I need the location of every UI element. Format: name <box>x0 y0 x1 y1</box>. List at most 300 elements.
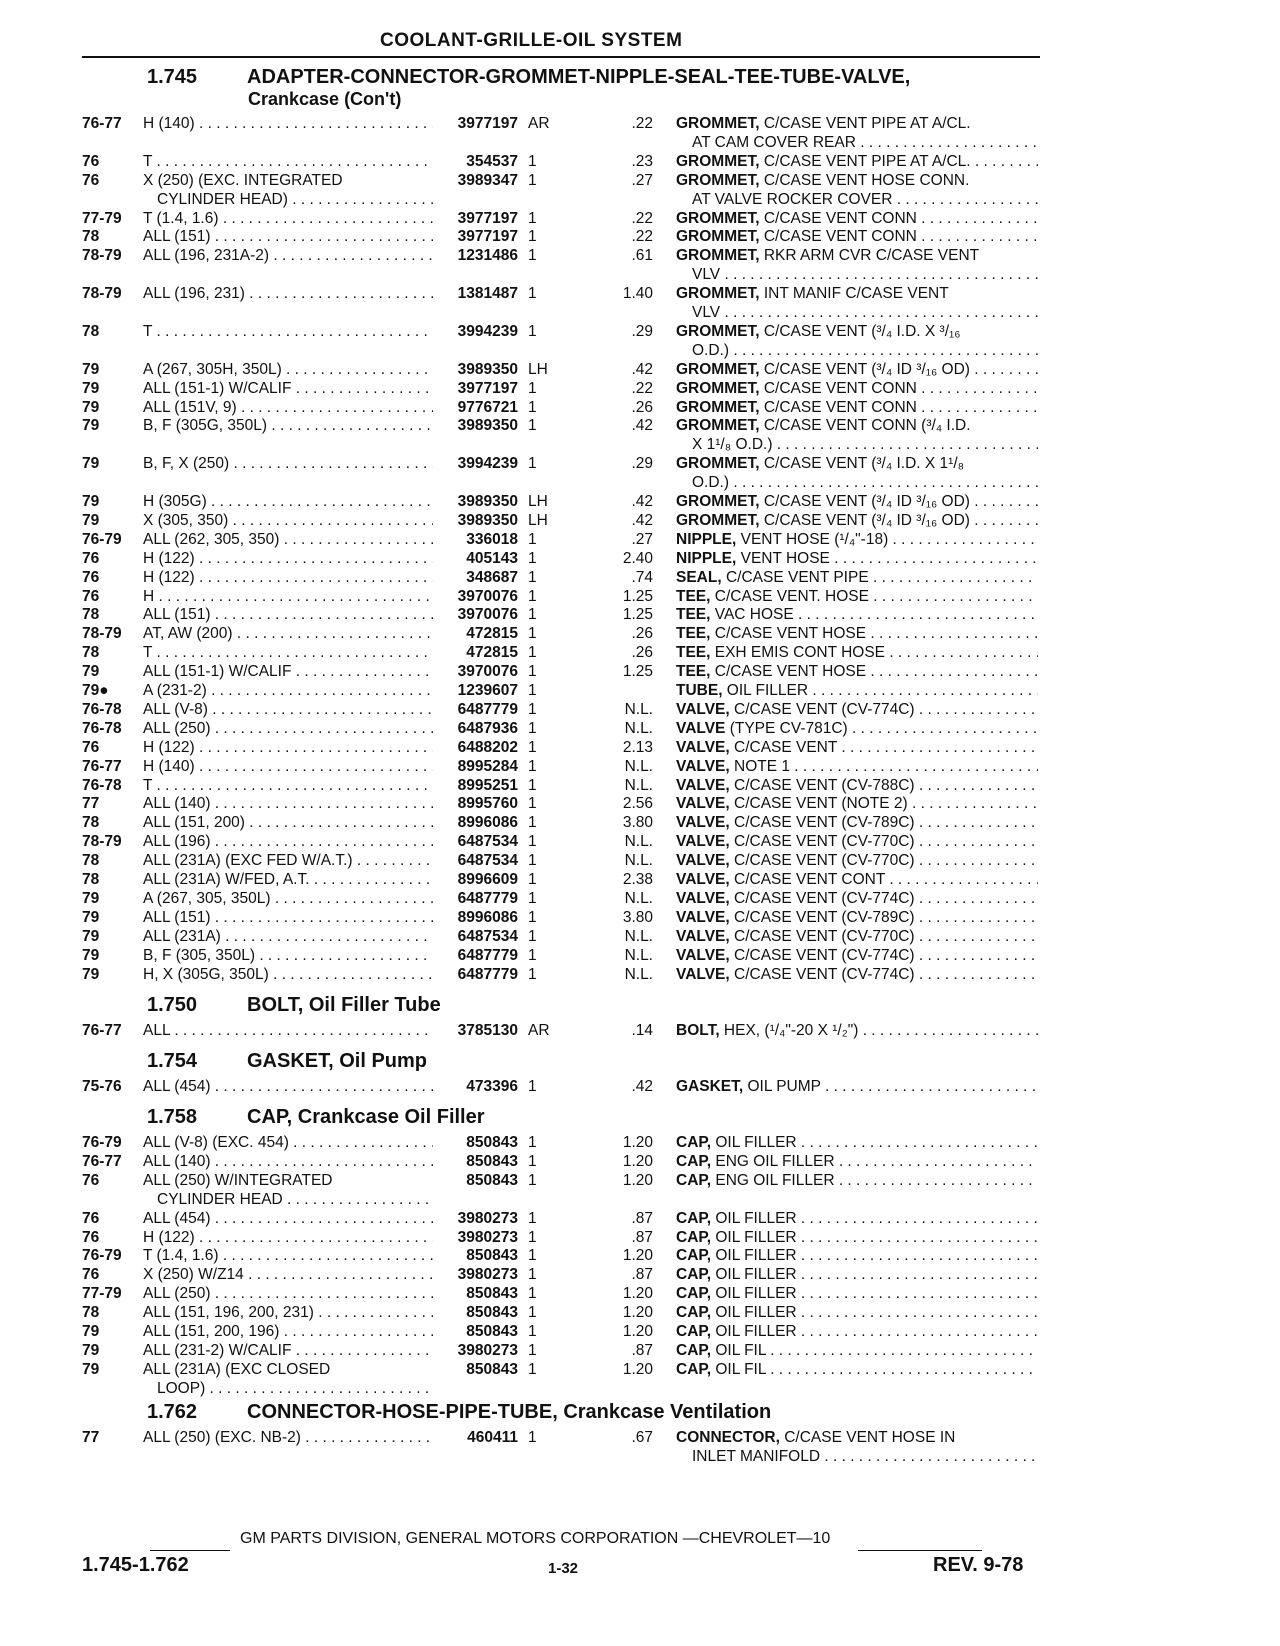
description-cell: GROMMET, C/CASE VENT CONN (³/₄ I.D. <box>676 417 971 435</box>
description-cell: NIPPLE, VENT HOSE (¹/₄"-18) . . . <box>676 530 1038 549</box>
year-cell: 78 <box>82 644 100 662</box>
price-cell: .42 <box>631 493 653 510</box>
part-name: GROMMET, <box>676 417 760 435</box>
price-cell: .74 <box>631 568 653 586</box>
description-cell: TEE, EXH EMIS CONT HOSE . . . <box>676 643 1038 662</box>
year-cell: 76-77 <box>82 1022 122 1039</box>
description-cell: GROMMET, C/CASE VENT HOSE CONN. <box>676 171 970 189</box>
description-cell: CAP, OIL FIL . . . <box>676 1360 1038 1379</box>
part-number-cell: 3977197 <box>457 379 518 397</box>
part-name: CAP, <box>676 1341 712 1359</box>
description-cell: VALVE (TYPE CV-781C) . . . <box>676 719 1038 738</box>
part-name: VALVE, <box>676 738 730 756</box>
section-number: 1.745 <box>147 66 198 88</box>
description-cell: VALVE, C/CASE VENT (CV-789C) . . . <box>676 813 1038 832</box>
year-cell: 79 <box>82 398 100 416</box>
model-cell: B, F (305, 350L) . . . <box>143 946 433 965</box>
description-cell: VALVE, C/CASE VENT (CV-774C) . . . <box>676 965 1038 984</box>
description-cell: VALVE, C/CASE VENT (CV-774C) . . . <box>676 946 1038 965</box>
footer-publisher: GM PARTS DIVISION, GENERAL MOTORS CORPORATION —CHEVROLET—10 <box>240 1530 831 1547</box>
quantity-cell: 1 <box>528 682 537 699</box>
table-row <box>0 1322 1280 1341</box>
description-cell-continued: INLET MANIFOLD . . . <box>692 1447 1038 1466</box>
year-cell: 78 <box>82 322 100 340</box>
table-row <box>0 360 1280 379</box>
model-cell-continued: LOOP) . . . <box>157 1379 433 1398</box>
year-cell: 76 <box>82 568 100 586</box>
part-number-cell: 850843 <box>466 1285 518 1303</box>
part-number-cell: 6487779 <box>457 889 518 907</box>
price-cell: N.L. <box>624 757 653 775</box>
model-cell: X (250) (EXC. INTEGRATED <box>143 171 343 189</box>
part-name: GROMMET, <box>676 171 760 189</box>
part-number-cell: 348687 <box>466 568 518 586</box>
table-row <box>0 227 1280 246</box>
part-name: GROMMET, <box>676 455 760 473</box>
description-cell: VALVE, C/CASE VENT . . . <box>676 738 1038 757</box>
quantity-cell: 1 <box>528 1078 537 1095</box>
quantity-cell: LH <box>528 511 548 529</box>
table-row-continuation <box>0 1447 1280 1466</box>
price-cell: N.L. <box>624 833 653 851</box>
year-cell: 78 <box>82 228 100 246</box>
description-cell: VALVE, C/CASE VENT (NOTE 2) . . . <box>676 794 1038 813</box>
year-cell: 76 <box>82 152 100 170</box>
description-cell: CAP, OIL FILLER . . . <box>676 1209 1038 1228</box>
quantity-cell: 1 <box>528 1266 537 1284</box>
description-cell: VALVE, C/CASE VENT (CV-770C) . . . <box>676 851 1038 870</box>
part-number-cell: 472815 <box>466 625 518 643</box>
price-cell: 2.38 <box>622 871 653 888</box>
table-row <box>0 492 1280 511</box>
description-cell: GROMMET, C/CASE VENT (³/₄ ID ³/₁₆ OD) . . . <box>676 511 1038 530</box>
part-number-cell: 472815 <box>466 644 518 662</box>
quantity-cell: 1 <box>528 1228 537 1246</box>
table-row <box>0 416 1280 435</box>
part-name: CAP, <box>676 1209 712 1227</box>
part-number-cell: 3989350 <box>457 360 518 378</box>
table-row <box>0 965 1280 984</box>
quantity-cell: 1 <box>528 1171 537 1189</box>
year-cell: 76-77 <box>82 115 122 132</box>
model-cell: H (140) . . . <box>143 114 433 133</box>
table-row <box>0 530 1280 549</box>
quantity-cell: 1 <box>528 663 537 681</box>
table-row-continuation <box>0 265 1280 284</box>
quantity-cell: 1 <box>528 228 537 246</box>
price-cell: .87 <box>631 1209 653 1227</box>
footer-rule-right <box>858 1550 982 1551</box>
price-cell: 1.20 <box>622 1304 653 1322</box>
part-name: CONNECTOR, <box>676 1429 780 1446</box>
part-number-cell: 3980273 <box>457 1228 518 1246</box>
part-number-cell: 3994239 <box>457 455 518 473</box>
price-cell: N.L. <box>624 719 653 737</box>
year-cell: 79 <box>82 379 100 397</box>
part-name: CAP, <box>676 1247 712 1265</box>
price-cell: 1.25 <box>622 606 653 624</box>
price-cell: .22 <box>631 115 653 132</box>
quantity-cell: 1 <box>528 549 537 567</box>
year-cell: 78 <box>82 852 100 870</box>
table-row <box>0 946 1280 965</box>
part-number-cell: 6487936 <box>457 719 518 737</box>
quantity-cell: 1 <box>528 171 537 189</box>
part-number-cell: 3970076 <box>457 587 518 605</box>
part-name: GROMMET, <box>676 115 760 132</box>
table-row <box>0 171 1280 190</box>
section-number: 1.754 <box>147 1050 198 1072</box>
part-name: VALVE, <box>676 852 730 870</box>
price-cell: .29 <box>631 322 653 340</box>
model-cell: H . . . <box>143 587 433 606</box>
part-number-cell: 3994239 <box>457 322 518 340</box>
section-number: 1.762 <box>147 1401 198 1423</box>
part-name: VALVE <box>676 719 726 737</box>
section-heading <box>147 1401 771 1424</box>
quantity-cell: 1 <box>528 568 537 586</box>
description-cell: VALVE, C/CASE VENT CONT . . . <box>676 870 1038 889</box>
part-number-cell: 1381487 <box>457 285 518 303</box>
table-row-continuation <box>0 190 1280 209</box>
price-cell: 3.80 <box>622 814 653 832</box>
price-cell: .27 <box>631 171 653 189</box>
section-title: CONNECTOR-HOSE-PIPE-TUBE, Crankcase Ventilation <box>247 1401 772 1423</box>
price-cell: .42 <box>631 360 653 378</box>
price-cell: N.L. <box>624 946 653 964</box>
model-cell: ALL (151) . . . <box>143 908 433 927</box>
price-cell: 3.80 <box>622 908 653 926</box>
price-cell: 1.20 <box>622 1323 653 1340</box>
part-number-cell: 405143 <box>466 549 518 567</box>
table-row-continuation <box>0 435 1280 454</box>
table-row <box>0 813 1280 832</box>
price-cell: .22 <box>631 379 653 397</box>
table-row <box>0 851 1280 870</box>
model-cell: H (305G) . . . <box>143 492 433 511</box>
description-cell: CAP, OIL FILLER . . . <box>676 1133 1038 1152</box>
year-cell: 79 <box>82 908 100 926</box>
table-row-continuation <box>0 303 1280 322</box>
description-cell: GROMMET, C/CASE VENT (³/₄ I.D. X ³/₁₆ <box>676 322 961 340</box>
part-number-cell: 6487534 <box>457 852 518 870</box>
table-row <box>0 1284 1280 1303</box>
model-cell: AT, AW (200) . . . <box>143 624 433 643</box>
part-name: VALVE, <box>676 965 730 983</box>
description-cell: GROMMET, C/CASE VENT CONN . . . <box>676 398 1038 417</box>
table-row <box>0 605 1280 624</box>
price-cell: 1.25 <box>622 663 653 681</box>
table-row <box>0 398 1280 417</box>
year-cell: 78-79 <box>82 833 122 851</box>
price-cell: 1.20 <box>622 1247 653 1265</box>
part-name: VALVE, <box>676 833 730 851</box>
part-name: CAP, <box>676 1285 712 1303</box>
price-cell: 1.20 <box>622 1285 653 1303</box>
year-cell: 76 <box>82 1171 100 1189</box>
description-cell: CAP, OIL FILLER . . . <box>676 1303 1038 1322</box>
table-row <box>0 114 1280 133</box>
description-cell: NIPPLE, VENT HOSE . . . <box>676 549 1038 568</box>
model-cell: ALL (151) . . . <box>143 605 433 624</box>
table-row <box>0 889 1280 908</box>
table-row <box>0 152 1280 171</box>
year-cell: 79 <box>82 889 100 907</box>
description-cell: TEE, VAC HOSE . . . <box>676 605 1038 624</box>
year-cell: 79 <box>82 493 100 510</box>
table-row-continuation <box>0 1379 1280 1398</box>
table-row <box>0 1228 1280 1247</box>
year-cell: 76 <box>82 549 100 567</box>
description-cell: TEE, C/CASE VENT HOSE . . . <box>676 624 1038 643</box>
description-cell: GROMMET, INT MANIF C/CASE VENT <box>676 285 949 303</box>
quantity-cell: 1 <box>528 644 537 662</box>
quantity-cell: 1 <box>528 700 537 718</box>
part-name: CAP, <box>676 1323 712 1340</box>
description-cell: CAP, ENG OIL FILLER . . . <box>676 1152 1038 1171</box>
part-number-cell: 850843 <box>466 1134 518 1151</box>
description-cell: VALVE, C/CASE VENT (CV-770C) . . . <box>676 927 1038 946</box>
year-cell: 79 <box>82 927 100 945</box>
part-number-cell: 3785130 <box>457 1022 518 1039</box>
model-cell-continued: CYLINDER HEAD) . . . <box>157 190 433 209</box>
part-number-cell: 850843 <box>466 1360 518 1378</box>
quantity-cell: 1 <box>528 908 537 926</box>
description-cell: CAP, OIL FILLER . . . <box>676 1265 1038 1284</box>
quantity-cell: 1 <box>528 1134 537 1151</box>
part-number-cell: 850843 <box>466 1171 518 1189</box>
quantity-cell: 1 <box>528 1323 537 1340</box>
quantity-cell: 1 <box>528 209 537 227</box>
model-cell: T (1.4, 1.6) . . . <box>143 1246 433 1265</box>
footer-section-range: 1.745-1.762 <box>82 1554 189 1576</box>
year-cell: 79 <box>82 1360 100 1378</box>
part-name: GASKET, <box>676 1078 744 1095</box>
price-cell: .26 <box>631 398 653 416</box>
quantity-cell: 1 <box>528 1429 537 1446</box>
part-number-cell: 8996086 <box>457 814 518 832</box>
quantity-cell: 1 <box>528 455 537 473</box>
description-cell: TEE, C/CASE VENT. HOSE . . . <box>676 587 1038 606</box>
year-cell: 79 <box>82 511 100 529</box>
part-name: TEE, <box>676 587 711 605</box>
model-cell: T . . . <box>143 643 433 662</box>
part-name: TEE, <box>676 644 711 662</box>
part-number-cell: 3977197 <box>457 115 518 132</box>
part-name: GROMMET, <box>676 493 760 510</box>
part-number-cell: 6487534 <box>457 833 518 851</box>
table-row <box>0 1428 1280 1447</box>
price-cell: 2.40 <box>622 549 653 567</box>
model-cell: ALL (231A) (EXC FED W/A.T.) . . . <box>143 851 433 870</box>
price-cell: 1.25 <box>622 587 653 605</box>
part-name: TEE, <box>676 663 711 681</box>
part-name: VALVE, <box>676 757 730 775</box>
model-cell: ALL (231A) W/FED, A.T. . . . <box>143 870 433 889</box>
year-cell: 76 <box>82 1209 100 1227</box>
table-row <box>0 246 1280 265</box>
year-cell: 76-77 <box>82 1152 122 1170</box>
year-cell: 78-79 <box>82 247 122 265</box>
quantity-cell: 1 <box>528 852 537 870</box>
year-cell: 76-79 <box>82 530 122 548</box>
section-subtitle-1745: Crankcase (Con't) <box>248 89 402 109</box>
table-row <box>0 794 1280 813</box>
year-cell: 78 <box>82 814 100 832</box>
quantity-cell: 1 <box>528 1285 537 1303</box>
table-row <box>0 908 1280 927</box>
model-cell: T (1.4, 1.6) . . . <box>143 209 433 228</box>
description-cell: CAP, OIL FILLER . . . <box>676 1246 1038 1265</box>
table-row <box>0 643 1280 662</box>
part-name: GROMMET, <box>676 152 760 170</box>
section-title: ADAPTER-CONNECTOR-GROMMET-NIPPLE-SEAL-TEE-TUBE-VALVE, <box>247 66 911 88</box>
part-name: NIPPLE, <box>676 549 737 567</box>
part-number-cell: 473396 <box>466 1078 518 1095</box>
description-cell: SEAL, C/CASE VENT PIPE . . . <box>676 568 1038 587</box>
quantity-cell: 1 <box>528 1304 537 1322</box>
part-name: VALVE, <box>676 795 730 813</box>
page-title: COOLANT-GRILLE-OIL SYSTEM <box>380 30 683 51</box>
price-cell: 1.20 <box>622 1360 653 1378</box>
part-number-cell: 8995251 <box>457 776 518 794</box>
section-heading <box>147 994 441 1017</box>
table-row <box>0 776 1280 795</box>
part-number-cell: 3977197 <box>457 228 518 246</box>
section-number: 1.750 <box>147 994 198 1016</box>
quantity-cell: 1 <box>528 285 537 303</box>
model-cell: B, F, X (250) . . . <box>143 454 433 473</box>
quantity-cell: AR <box>528 115 550 132</box>
quantity-cell: LH <box>528 360 548 378</box>
year-cell: 77-79 <box>82 1285 122 1303</box>
model-cell: H (140) . . . <box>143 757 433 776</box>
part-name: GROMMET, <box>676 285 760 303</box>
year-cell: 76-79 <box>82 1134 122 1151</box>
description-cell: GROMMET, C/CASE VENT PIPE AT A/CL. . . . <box>676 152 1038 171</box>
part-name: VALVE, <box>676 927 730 945</box>
model-cell: T . . . <box>143 776 433 795</box>
description-cell-continued: AT VALVE ROCKER COVER . . . <box>692 190 1038 209</box>
model-cell: X (305, 350) . . . <box>143 511 433 530</box>
price-cell: 2.13 <box>622 738 653 756</box>
table-row-continuation <box>0 341 1280 360</box>
footer-page-number: 1-32 <box>548 1560 579 1577</box>
footer-rule-left <box>150 1550 230 1551</box>
year-cell: 77 <box>82 1429 100 1446</box>
table-row <box>0 587 1280 606</box>
quantity-cell: 1 <box>528 738 537 756</box>
model-cell: ALL (151, 196, 200, 231) . . . <box>143 1303 433 1322</box>
part-number-cell: 9776721 <box>457 398 518 416</box>
description-cell: CAP, OIL FIL . . . <box>676 1341 1038 1360</box>
quantity-cell: 1 <box>528 322 537 340</box>
description-cell-continued: X 1¹/₈ O.D.) . . . <box>692 435 1038 454</box>
quantity-cell: 1 <box>528 1341 537 1359</box>
price-cell: .42 <box>631 417 653 435</box>
quantity-cell: 1 <box>528 247 537 265</box>
quantity-cell: 1 <box>528 871 537 888</box>
part-number-cell: 6487779 <box>457 700 518 718</box>
quantity-cell: 1 <box>528 814 537 832</box>
year-cell: 79 <box>82 1341 100 1359</box>
table-row <box>0 1133 1280 1152</box>
model-cell: A (267, 305H, 350L) . . . <box>143 360 433 379</box>
model-cell: ALL (250) . . . <box>143 719 433 738</box>
description-cell: VALVE, C/CASE VENT (CV-774C) . . . <box>676 889 1038 908</box>
part-number-cell: 6487779 <box>457 946 518 964</box>
quantity-cell: 1 <box>528 889 537 907</box>
model-cell: ALL (140) . . . <box>143 1152 433 1171</box>
price-cell: .27 <box>631 530 653 548</box>
model-cell-continued: CYLINDER HEAD . . . <box>157 1190 433 1209</box>
quantity-cell: LH <box>528 493 548 510</box>
part-name: GROMMET, <box>676 360 760 378</box>
part-name: CAP, <box>676 1171 712 1189</box>
model-cell: ALL . . . <box>143 1021 433 1040</box>
year-cell: 78 <box>82 1304 100 1322</box>
quantity-cell: 1 <box>528 379 537 397</box>
description-cell: VALVE, C/CASE VENT (CV-774C) . . . <box>676 700 1038 719</box>
part-number-cell: 3989347 <box>457 171 518 189</box>
model-cell: ALL (140) . . . <box>143 794 433 813</box>
part-number-cell: 336018 <box>466 530 518 548</box>
part-name: VALVE, <box>676 946 730 964</box>
model-cell: ALL (231-2) W/CALIF . . . <box>143 1341 433 1360</box>
year-cell: 79 <box>82 1323 100 1340</box>
price-cell: 1.20 <box>622 1134 653 1151</box>
part-name: NIPPLE, <box>676 530 737 548</box>
model-cell: A (231-2) . . . <box>143 681 433 700</box>
price-cell: N.L. <box>624 927 653 945</box>
section-number: 1.758 <box>147 1106 198 1128</box>
model-cell: ALL (196, 231A-2) . . . <box>143 246 433 265</box>
year-cell: 76 <box>82 587 100 605</box>
year-cell: 76 <box>82 1266 100 1284</box>
part-name: VALVE, <box>676 814 730 832</box>
part-name: VALVE, <box>676 889 730 907</box>
part-number-cell: 3970076 <box>457 663 518 681</box>
part-number-cell: 3989350 <box>457 511 518 529</box>
year-cell: 76-78 <box>82 719 122 737</box>
part-name: VALVE, <box>676 908 730 926</box>
model-cell: ALL (262, 305, 350) . . . <box>143 530 433 549</box>
table-row <box>0 322 1280 341</box>
model-cell: A (267, 305, 350L) . . . <box>143 889 433 908</box>
price-cell: .42 <box>631 511 653 529</box>
year-cell: 76 <box>82 171 100 189</box>
price-cell: .67 <box>631 1429 653 1446</box>
price-cell: .29 <box>631 455 653 473</box>
year-cell: 79 <box>82 417 100 435</box>
description-cell: VALVE, C/CASE VENT (CV-770C) . . . <box>676 832 1038 851</box>
price-cell: .87 <box>631 1341 653 1359</box>
table-row <box>0 1360 1280 1379</box>
section-heading <box>147 1050 427 1073</box>
description-cell-continued: VLV . . . <box>692 303 1038 322</box>
model-cell: B, F (305G, 350L) . . . <box>143 416 433 435</box>
table-row <box>0 927 1280 946</box>
model-cell: ALL (250) . . . <box>143 1284 433 1303</box>
part-number-cell: 3970076 <box>457 606 518 624</box>
quantity-cell: 1 <box>528 1360 537 1378</box>
part-number-cell: 3989350 <box>457 493 518 510</box>
table-row <box>0 662 1280 681</box>
description-cell: TUBE, OIL FILLER . . . <box>676 681 1038 700</box>
part-number-cell: 850843 <box>466 1247 518 1265</box>
quantity-cell: 1 <box>528 946 537 964</box>
price-cell: N.L. <box>624 889 653 907</box>
